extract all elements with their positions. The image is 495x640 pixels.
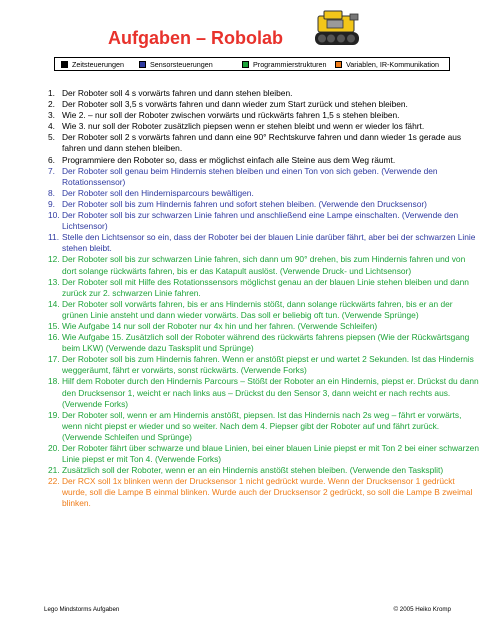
task-item: [48, 110, 480, 121]
task-item: [48, 443, 480, 465]
task-text: Wie Aufgabe 15. Zusätzlich soll der Roboter während des rückwärts fahrens piepsen (Wie der Rückwärtsgang beim LKW) (Verwende dazu Tasksplit und Sprünge): [62, 332, 470, 354]
task-item: [48, 199, 480, 210]
task-text: Stelle den Lichtsensor so ein, dass der Roboter bei der blauen Linie darüber fährt, aber bei der schwarzen Linie stehen bleibt.: [62, 232, 476, 254]
task-number: 21.: [48, 465, 60, 476]
task-item: [48, 132, 480, 154]
legend-label: Programmierstrukturen: [253, 60, 327, 69]
task-number: 19.: [48, 409, 60, 420]
task-list: [48, 88, 480, 510]
legend-swatch-black: [61, 61, 68, 68]
task-number: 1.: [48, 88, 55, 98]
task-item: [48, 354, 480, 376]
task-text: Der RCX soll 1x blinken wenn der Drucksensor 1 nicht gedrückt wurde. Wenn der Drucksensor 1 gedrückt wurde, soll die Lampe B einmal blinken. Wurde auch der Drucksensor 2 gedrückt, so soll die Lampe B zweimal blinken.: [62, 476, 473, 509]
task-text: Wie Aufgabe 14 nur soll der Roboter nur 4x hin und her fahren. (Verwende Schleifen): [62, 320, 378, 331]
task-text: Der Roboter soll vorwärts fahren, bis er ans Hindernis stößt, dann solange rückwärts fahren, bis er an der grünen Linie ansteht und dann wieder vorwärts. Das soll er beliebig oft tun. (Verwende Sprünge): [62, 298, 453, 320]
task-item: [48, 277, 480, 299]
legend-item-programmierstrukturen: [242, 60, 327, 69]
color-legend: [54, 57, 450, 71]
task-item: [48, 299, 480, 321]
legend-item-zeitsteuerungen: [61, 60, 124, 69]
task-number: 15.: [48, 320, 60, 331]
task-item: [48, 210, 480, 232]
task-item: [48, 232, 480, 254]
task-number: 14.: [48, 298, 60, 309]
legend-item-variablen: [335, 60, 439, 69]
task-text: Der Roboter soll 2 s vorwärts fahren und dann eine 90° Rechtskurve fahren und dann wieder 1s gerade aus fahren und dann stehen bleiben.: [62, 132, 462, 154]
task-item: [48, 166, 480, 188]
task-number: 20.: [48, 443, 60, 453]
task-text: Programmiere den Roboter so, dass er möglichst einfach alle Steine aus dem Weg räumt.: [62, 154, 396, 165]
task-text: Der Roboter soll mit Hilfe des Rotationssensors möglichst genau an der blauen Linie stehen bleiben und dann zurück zur 2. schwarzen Linie fahren.: [62, 276, 469, 298]
task-number: 10.: [48, 210, 60, 221]
footer-right: © 2005 Heiko Kromp: [393, 606, 451, 613]
task-item: [48, 465, 480, 476]
task-item: [48, 332, 480, 354]
task-text: Der Roboter soll den Hindernisparcours bewältigen.: [62, 187, 254, 198]
task-item: [48, 254, 480, 276]
task-text: Der Roboter soll bis zum Hindernis fahren. Wenn er anstößt piepst er und wartet 2 Sekunden. Ist das Hindernis weggeräumt, fährt er vorwärts, sonst rückwärts. (Verwende Forks): [62, 354, 474, 376]
legend-label: Sensorsteuerungen: [150, 60, 213, 69]
task-text: Der Roboter soll bis zur schwarzen Linie fahren und anschließend eine Lampe einschalten. (Verwende den Lichtsensor): [62, 210, 459, 232]
task-text: Der Roboter soll 3,5 s vorwärts fahren und dann wieder zum Start zurück und stehen bleiben.: [62, 99, 408, 110]
task-text: Der Roboter soll, wenn er am Hindernis anstößt, piepsen. Ist das Hindernis nach 2s weg – fährt er vorwärts, wenn nicht piepst er wieder und so weiter. Nach dem 4. Piepser gibt der Roboter auf und fährt zurück. (Verwende Schleifen und Sprünge): [62, 409, 462, 442]
task-number: 13.: [48, 276, 60, 287]
task-number: 17.: [48, 354, 60, 365]
task-item: [48, 155, 480, 166]
task-number: 3.: [48, 110, 55, 121]
legend-swatch-green: [242, 61, 249, 68]
task-item: [48, 99, 480, 110]
task-text: Wie 3. nur soll der Roboter zusätzlich piepsen wenn er stehen bleibt und wenn er wieder los fährt.: [62, 121, 425, 132]
task-number: 5.: [48, 132, 55, 143]
task-item: [48, 476, 480, 509]
task-text: Der Roboter soll 4 s vorwärts fahren und dann stehen bleiben.: [62, 88, 293, 98]
task-item: [48, 410, 480, 443]
legend-swatch-orange: [335, 61, 342, 68]
footer-left: Lego Mindstorms Aufgaben: [44, 606, 120, 613]
task-text: Hilf dem Roboter durch den Hindernis Parcours – Stößt der Roboter an ein Hindernis, piepst er. Drückst du dann den Drucksensor 1, weicht er nach links aus – Drückst du den Sensor 3, dann weicht er nach rechts aus. (Verwende Forks): [62, 376, 479, 409]
legend-item-sensorsteuerungen: [139, 60, 213, 69]
task-text: Zusätzlich soll der Roboter, wenn er an ein Hindernis anstößt stehen bleiben. (Verwende den Tasksplit): [62, 465, 444, 476]
task-number: 4.: [48, 121, 55, 132]
page-title: Aufgaben – Robolab: [108, 28, 283, 48]
task-number: 12.: [48, 254, 60, 265]
task-text: Der Roboter soll bis zum Hindernis fahren und sofort stehen bleiben. (Verwende den Drucksensor): [62, 198, 427, 209]
task-number: 22.: [48, 476, 60, 487]
task-text: Der Roboter soll genau beim Hindernis stehen bleiben und einen Ton von sich geben. (Verwende den Rotationssensor): [62, 165, 438, 187]
task-number: 2.: [48, 99, 55, 110]
legend-label: Zeitsteuerungen: [72, 60, 124, 69]
task-number: 8.: [48, 187, 55, 198]
task-number: 7.: [48, 165, 55, 176]
task-number: 18.: [48, 376, 60, 387]
task-text: Der Roboter soll bis zur schwarzen Linie fahren, sich dann um 90° drehen, bis zum Hindernis fahren und von dort solange rückwärts fahren, bis er das Katapult auslöst. (Verwende Druck- und Lichtsensor): [62, 254, 466, 276]
task-text: Der Roboter fährt über schwarze und blaue Linien, bei einer blauen Linie piepst er mit Ton 2 bei einer schwarzen Linie piepst er mit Ton 4. (Verwende Forks): [62, 443, 479, 465]
task-number: 9.: [48, 198, 55, 209]
task-number: 11.: [48, 232, 60, 243]
task-item: [48, 321, 480, 332]
task-item: [48, 376, 480, 409]
task-number: 6.: [48, 154, 55, 165]
legend-label: Variablen, IR-Kommunikation: [346, 60, 439, 69]
task-item: [48, 121, 480, 132]
legend-swatch-blue: [139, 61, 146, 68]
task-number: 16.: [48, 332, 60, 343]
robot-image: [312, 8, 362, 54]
task-item: [48, 188, 480, 199]
task-text: Wie 2. – nur soll der Roboter zwischen vorwärts und rückwärts fahren 1,5 s stehen bleiben.: [62, 110, 400, 121]
task-item: [48, 88, 480, 99]
